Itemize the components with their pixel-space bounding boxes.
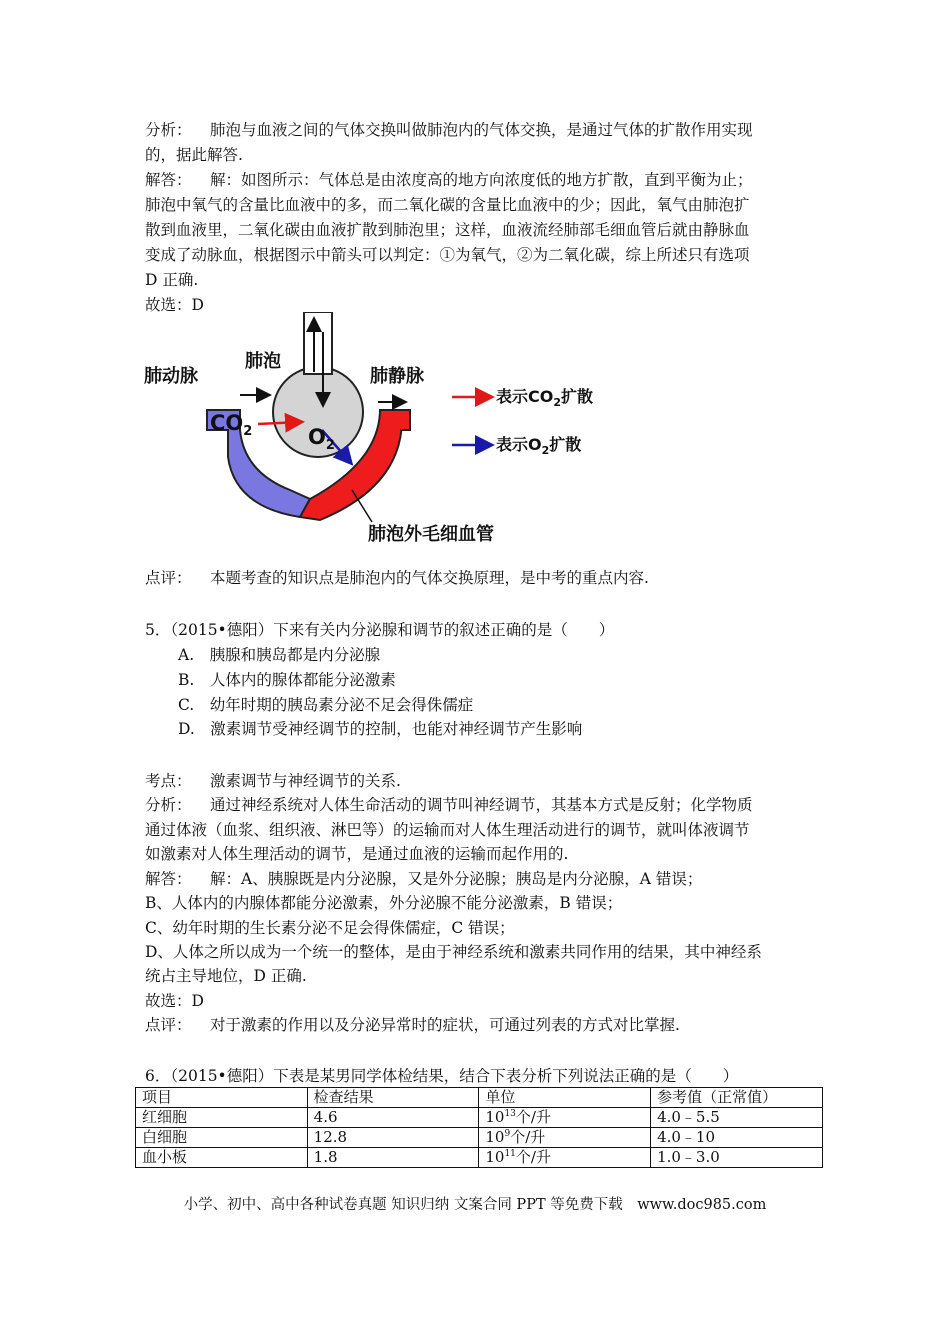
q4-choice: 故选：D [145, 296, 204, 314]
point-label: 考点： [145, 772, 192, 790]
table-row [136, 1128, 823, 1148]
table-header-row [136, 1088, 823, 1108]
q5-option-d: D. 激素调节受神经调节的控制，也能对神经调节产生影响 [178, 720, 583, 738]
o2-label: $O_2$ [308, 425, 335, 453]
q4-answer-line-1: 解答： 解：如图所示：气体总是由浓度高的地方向浓度低的地方扩散，直到平衡为止； [145, 171, 753, 189]
pulmonary-artery-label: 肺动脉 [144, 366, 198, 387]
co2-label: $CO_2$ [210, 411, 253, 439]
q5-choice: 故选：D [145, 992, 204, 1010]
q4-answer-line-5: D 正确. [145, 271, 199, 289]
page-footer: 小学、初中、高中各种试卷真题 知识归纳 文案合同 PPT 等免费下载 www.doc985.com [183, 1197, 767, 1213]
cell-item: 红细胞 [136, 1108, 308, 1128]
q5-analysis-line-2: 通过体液（血浆、组织液、淋巴等）的运输而对人体生理活动进行的调节，就叫体液调节 [145, 821, 750, 839]
q5-comment: 点评： 对于激素的作用以及分泌异常时的症状，可通过列表的方式对比掌握. [145, 1016, 680, 1034]
analysis-label: 分析： [145, 796, 192, 814]
q5-stem: 5．（2015•德阳）下来有关内分泌腺和调节的叙述正确的是（ ） [145, 621, 615, 639]
q6-stem: 6．（2015•德阳）下表是某男同学体检结果，结合下表分析下列说法正确的是（ ） [145, 1067, 739, 1085]
q4-answer-line-4: 变成了动脉血，根据图示中箭头可以判定：①为氧气，②为二氧化碳，综上所述只有选项 [145, 246, 750, 264]
cell-reference: 1.0﹣3.0 [651, 1148, 823, 1168]
table-row [136, 1148, 823, 1168]
alveolus-label: 肺泡 [245, 351, 281, 372]
q4-analysis-line-1: 分析： 肺泡与血液之间的气体交换叫做肺泡内的气体交换，是通过气体的扩散作用实现 [145, 121, 753, 139]
q4-answer-line-2: 肺泡中氧气的含量比血液中的多，而二氧化碳的含量比血液中的少；因此，氧气由肺泡扩 [145, 196, 750, 214]
q4-comment: 点评： 本题考查的知识点是肺泡内的气体交换原理，是中考的重点内容. [145, 569, 649, 587]
pulmonary-vein-label: 肺静脉 [370, 366, 424, 387]
comment-label: 点评： [145, 569, 192, 587]
cell-unit: $10^9$个/升 [479, 1128, 651, 1148]
cell-unit: $10^{11}$个/升 [479, 1148, 651, 1168]
q5-answer-line-2: B、人体内的内腺体都能分泌激素，外分泌腺不能分泌激素，B 错误； [145, 894, 623, 912]
q4-analysis-line-2: 的，据此解答. [145, 146, 243, 164]
q5-answer-line-5: 统占主导地位，D 正确. [145, 967, 307, 985]
cell-item: 白细胞 [136, 1128, 308, 1148]
answer-label: 解答： [145, 171, 192, 189]
cell-reference: 4.0﹣10 [651, 1128, 823, 1148]
q5-answer-line-4: D、人体之所以成为一个统一的整体，是由于神经系统和激素共同作用的结果，其中神经系 [145, 943, 762, 961]
bronchiole-tube [304, 312, 332, 374]
comment-label: 点评： [145, 1016, 192, 1034]
cell-reference: 4.0﹣5.5 [651, 1108, 823, 1128]
header-unit: 单位 [479, 1088, 651, 1108]
q5-analysis-line-3: 如激素对人体生理活动的调节，是通过血液的运输而起作用的. [145, 845, 569, 863]
cell-result: 12.8 [307, 1128, 479, 1148]
cell-unit: $10^{13}$个/升 [479, 1108, 651, 1128]
analysis-label: 分析： [145, 121, 192, 139]
q4-answer-line-3: 散到血液里，二氧化碳由血液扩散到肺泡里；这样，血液流经肺部毛细血管后就由静脉血 [145, 221, 750, 239]
capillary-label: 肺泡外毛细血管 [368, 524, 494, 545]
header-reference: 参考值（正常值） [651, 1088, 823, 1108]
q5-option-a: A. 胰腺和胰岛都是内分泌腺 [178, 646, 381, 664]
header-result: 检查结果 [307, 1088, 479, 1108]
cell-result: 1.8 [307, 1148, 479, 1168]
q5-analysis-line-1: 分析： 通过神经系统对人体生命活动的调节叫神经调节，其基本方式是反射；化学物质 [145, 796, 753, 814]
q5-option-c: C. 幼年时期的胰岛素分泌不足会得侏儒症 [178, 696, 474, 714]
checkup-results-table [135, 1087, 823, 1168]
q5-answer-line-3: C、幼年时期的生长素分泌不足会得侏儒症，C 错误； [145, 919, 515, 937]
legend-co2-text: 表示$CO_2$扩散 [496, 387, 594, 409]
cell-result: 4.6 [307, 1108, 479, 1128]
cell-item: 血小板 [136, 1148, 308, 1168]
legend-o2-text: 表示$O_2$扩散 [496, 435, 582, 457]
q5-answer-line-1: 解答： 解：A、胰腺既是内分泌腺，又是外分泌腺；胰岛是内分泌腺，A 错误； [145, 870, 703, 888]
q5-point: 考点： 激素调节与神经调节的关系. [145, 772, 401, 790]
q5-option-b: B. 人体内的腺体都能分泌激素 [178, 671, 396, 689]
answer-label: 解答： [145, 870, 192, 888]
header-item: 项目 [136, 1088, 308, 1108]
table-row [136, 1108, 823, 1128]
alveolus-gas-exchange-figure [140, 312, 610, 552]
